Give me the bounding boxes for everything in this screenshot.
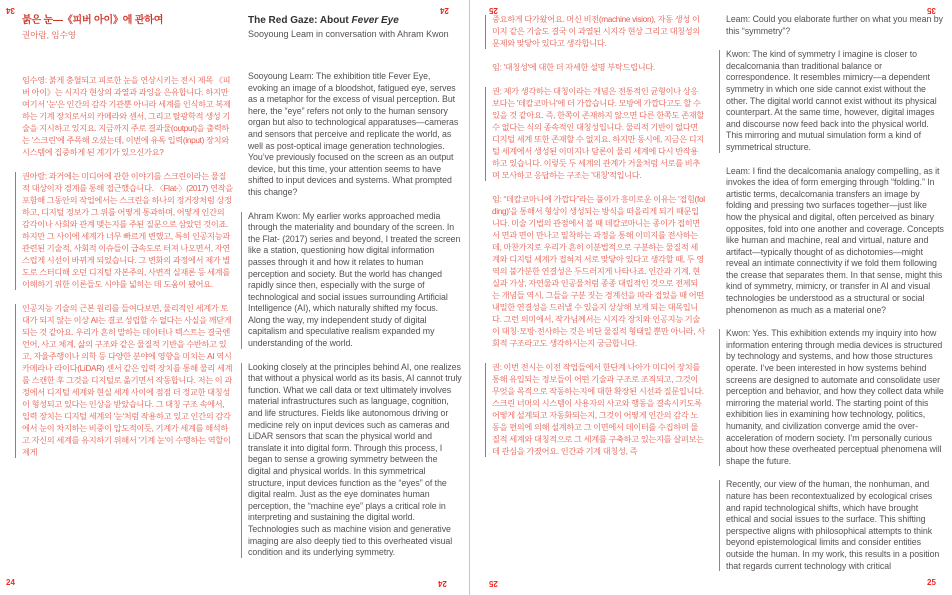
paragraph: Looking closely at the principles behind AI, one realizes that without a physical world as its basis, AI cannot truly function. What we call data or text ultimately involves material infrastructures such as language, cognition, and life structures. Fields like autonomous driving or medicine rely on input devices such as cameras and LiDAR sensors that scan the physical world and translate it into digital form. Through this process, I began to sense a growing symmetry between the digital and physical worlds. In this symmetrical structure, input devices function as the “eyes” of the digital realm. Just as the eye dominates human perception, the “machine eye” plays a critical role in interpreting and sustaining the digital world. Technologies such as machine vision and generative imaging are also deeply tied to this overheated visual condition and its underlying symmetry. (248, 361, 462, 558)
paragraph: 임: “데칼코마니에 가깝다”라는 풀이가 흥미로운 이유는 '접힘(folding)'을 통해서 형상이 생성되는 방식을 떠올리게 되기 때문입니다. 미술 기법의 관점에서 볼 때 데칼코마니는 종이가 접히면서 면과 면이 만나고 밀착하는 과정을 통해 이미지를 전사하는데, 마찬가지로 우리가 흔히 이분법적으로 구분하는 물질적 세계와 디지털 세계가 접혀져 서로 맞닿아 있다고 생각할 때, 두 영역의 불가분한 연결성은 두드러지게 나타나죠. 인간과 기계, 현실과 가상, 자연물과 인공물처럼 종종 대립적인 것으로 전제되는 개념들 역시, 그들을 구분 짓는 경계선을 따라 접었을 때 어떤 내밀한 연결성을 드러낼 수 있을지 상상해 보게 되는 대목입니다. 그런 의미에서, 작가님께서는 시지각 장치와 인공지능 기술이 대칭·모방·전사하는 것은 비단 물질적 형태일 뿐만 아니라, 사회적 구조라고도 생각하시는지 궁금합니다. (492, 195, 705, 348)
paragraph: 권: 이번 전시는 이전 작업들에서 한단계 나아가 미디어 장치를 통해 유입되는 정보들이 어떤 기술과 구조로 조직되고, 그것이 무엇을 목적으로 작동하는지에 대한 확장된 시선과 질문입니다. 스크린 너머의 시스템이 사용자의 사고와 행동을 결속시키도록 어떻게 설계되고 자동화되는지, 그것이 어떻게 인간의 감각 노동을 편의에 의해 설계하고 그 이면에서 데이터를 수집하며 물질적 세계와 대칭적으로 그 세계를 구축하고 있는지를 살펴보는 데 관심을 가졌어요. 인간과 기계 대칭성, 즉 (492, 363, 704, 456)
korean-column-1 (22, 14, 233, 471)
english-subtitle: Sooyoung Leam in conversation with Ahram Kwon (248, 29, 449, 39)
paragraph: Leam: I find the decalcomania analogy compelling, as it invokes the idea of form emerging through “folding.” In artistic terms, decalcomania transfers an image by folding and pressing two surfaces together—just like how the physical and digital, often perceived as binary opposites, fold into one another and coverage. Concepts like human and machine, real and virtual, nature and artifact—typically thought of as dichotomies—might reveal an intimate connectivity if we fold them following the crease that separates them. In that sense, might this kind of symmetry, mimicry, or transfer in AI and visual technologies be understood as a structural or social phenomenon as much as a material one? (726, 165, 944, 315)
paragraph: 임수영: 붉게 충혈되고 피로한 눈을 연상시키는 전시 제목 《피버 아이》는 시지각 현상의 과열과 과잉을 은유합니다. 하지만 여기서 '눈'은 인간의 감각 기관뿐 아니라 세계를 인식하고 복제하는 기계 장치로서의 카메라와 센서, 그리고 탈광학적 생성 기술을 지시하고 있지요. 지금까지 주로 결과물(output)을 출력하는 '스크린'에 주목해 오셨는데, 이번에 유독 입력(input) 장치와 시스템에 집중하게 된 계기가 있으신가요? (22, 76, 231, 157)
paragraph: Sooyoung Leam: The exhibition title Fever Eye, evoking an image of a bloodshot, fatigued eye, serves as a metaphor for the excess of visual perception. But here, the “eye” refers not only to the human sensory organ but also to technological apparatuses—cameras and sensors that perceive and replicate the world, as well as post-optical image generation technologies. You’ve previously focused on the screen as an output device, but this time, your attention seems to have shifted to input devices and systems. What prompted this change? (248, 71, 459, 197)
paragraph: Kwon: Yes. This exhibition extends my inquiry into how information entering through media devices is structured by technology and systems, and how those structures operate. I’ve been interested in how systems behind screens are designed to automate and consolidate user perception and behavior, and how they collect data while mirroring the material world. The starting point of this exhibition lies in examining how technology, politics, humanity, and civilization converge amid the over-acceleration of modern society. I’m personally curious about how these overheated perceptual phenomena will shape the future. (726, 328, 944, 466)
paragraph: Ahram Kwon: My earlier works approached media through the materiality and boundary of the screen. In the Flat- (2017) series and beyond, I treated the screen like a station, questioning how digital information passes through it and how it relates to human perception and society. But the world has changed rapidly since then, especially with the surge of technological and social issues surrounding Artificial Intelligence (AI), which naturally shifted my focus. Along the way, my independent study of digital capitalism and speculative realism expanded my understanding of the world. (248, 210, 461, 349)
korean-byline: 권아람, 임수영 (22, 30, 76, 40)
english-title-text: The Red Gaze: About (248, 15, 352, 26)
paragraph: 권아람: 과거에는 미디어에 관한 이야기를 스크린이라는 물질적 대상이자 경계를 통해 접근했습니다. 〈Flat-〉(2017) 연작을 포함해 그동안의 작업에서는 스크린을 하나의 정거장처럼 상정하고, 디지털 정보가 그 위를 어떻게 통과하며, 어떻게 인간의 감각이나 사회와 관계 맺는지를 주된 질문으로 삼았던 것이죠. 하지만 그 사이에 세계가 너무 빠르게 변했고, 특히 인공지능과 관련된 기술적, 사회적 이슈들이 급속도로 터져 나오면서, 자연스럽게 시선이 바뀌게 되었습니다. 그 변화의 과정에서 제가 별도로 스터디해 오던 디지털 자본주의, 사변적 실재론 등 세계를 이해하기 위한 이론들도 시야를 넓히는 데 도움이 됐어요. (22, 172, 233, 289)
page-number-top-left: 34 (6, 6, 15, 15)
page-number-bottom-right: 25 (927, 578, 936, 587)
page-number-bottom-center-right: 25 (489, 579, 498, 588)
paragraph: 임: '대칭성'에 대한 더 자세한 설명 부탁드립니다. (492, 63, 655, 72)
paragraph: Recently, our view of the human, the nonhuman, and nature has been recontextualized by ecological crises and rapid technological shifts, which have brought ethical and social issues to the surface. This shifting perspective aligns with philosophical attempts to think beyond epistemological limits and consider entities outside the human. In my work, this results in a position that regards current technology with critical (726, 479, 945, 572)
page-number-bottom-left: 24 (6, 578, 15, 587)
english-article-title (248, 14, 462, 27)
english-title-italic: Fever Eye (351, 15, 399, 26)
korean-article-title: 붉은 눈—《피버 아이》에 관하여 (22, 15, 164, 26)
page-number-bottom-center-left: 24 (438, 579, 447, 588)
page-number-top-center-right: 25 (489, 6, 498, 15)
paragraph: Leam: Could you elaborate further on what you mean by this “symmetry”? (726, 14, 943, 36)
english-column-2 (726, 14, 945, 584)
center-fold-line (469, 0, 470, 595)
english-column-1 (248, 14, 462, 571)
page-number-top-center-left: 24 (440, 6, 449, 15)
paragraph: Kwon: The kind of symmetry I imagine is closer to decalcomania than traditional balance or correspondence. It resembles mimicry—a dependent symmetry in which one side cannot exist without the other. The digital world cannot exist without its physical counterpart. At the same time, however, digital images and discourse now feed back into the physical world. This mirroring and mutual simulation form a kind of symmetrical structure. (726, 49, 945, 153)
korean-column-2 (492, 14, 705, 470)
page-number-top-right: 35 (927, 6, 936, 15)
paragraph: 인공지능 기술의 근본 원리를 들여다보면, 물리적인 세계가 토대가 되지 않는 이상 AI는 결코 성립할 수 없다는 사실을 깨닫게 되는 것 같아요. 우리가 흔히 말하는 데이터나 텍스트는 결국엔 언어, 사고 체계, 삶의 구조와 같은 물질적 기반을 수반하고 있고, 자율주행이나 의학 등 다양한 분야에 영향을 미치는 AI 역시 카메라나 라이다(LiDAR) 센서 같은 입력 장치를 통해 물리 세계를 스캔한 후 그것을 디지털로 옮기면서 작동합니다. 저는 이 과정에서 디지털 세계와 현실 세계 사이에 점점 더 정교한 대칭성이 형성되고 있다는 인상을 받았습니다. 그 대칭 구조 속에서, 입력 장치는 디지털 세계의 '눈'처럼 작용하고 있고 인간의 감각에서 눈이 차지하는 비중이 압도적이듯, 기계가 세계를 해석하고 자신의 세계를 유지하기 위해서 '기계 눈'이 수행하는 역할이 제게 (22, 304, 233, 457)
paragraph: 중요하게 다가왔어요. 머신 비전(machine vision), 자동 생성 이미지 같은 기술도 결국 이 과열된 시지각 현상 그리고 대칭성의 문제와 맞닿아 있다고 생각합니다. (492, 14, 705, 50)
paragraph: 권: 제가 생각하는 대칭이라는 개념은 전통적인 균형이나 상응보다는 '데칼코마니'에 더 가깝습니다. 모방에 가깝다고도 할 수 있을 것 같아요. 즉, 한쪽이 존재하지 않으면 다른 한쪽도 존재할 수 없다는 식의 종속적인 대칭성입니다. 물리적 기반이 없다면 디지털 세계 또한 존재할 수 없지요. 하지만 동시에, 지금은 디지털 세계에서 생성된 이미지나 담론이 물리 세계에 다시 반작용하고 있습니다. 이렇듯 두 세계의 관계가 거울처럼 서로를 비추며 모사하고 응답하는 구조는 '대칭'적입니다. (492, 87, 704, 180)
